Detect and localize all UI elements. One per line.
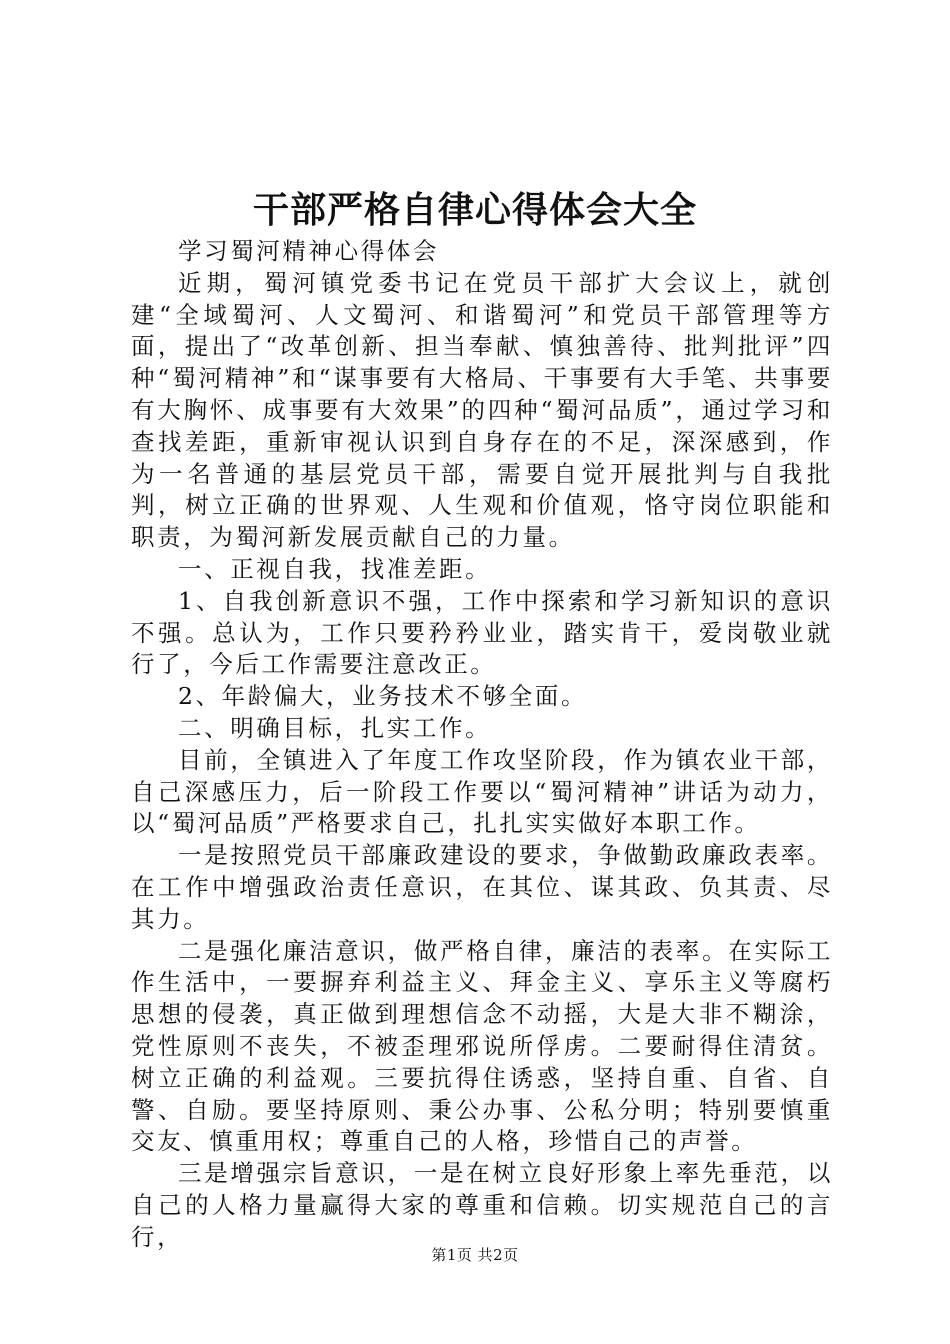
paragraph-point-1: 一是按照党员干部廉政建设的要求，争做勤政廉政表率。在工作中增强政治责任意识，在其位、谋其政、负其责、尽其力。 bbox=[131, 841, 833, 933]
page-footer: 第1页 共2页 bbox=[431, 1246, 519, 1264]
paragraph-point-3: 三是增强宗旨意识，一是在树立良好形象上率先垂范，以自己的人格力量赢得大家的尊重和信赖。切实规范自己的言行， bbox=[131, 1159, 833, 1251]
paragraph-item-2: 2、年龄偏大，业务技术不够全面。 bbox=[178, 682, 588, 711]
heading-section-1: 一、正视自我，找准差距。 bbox=[178, 554, 492, 583]
paragraph-point-2: 二是强化廉洁意识，做严格自律，廉洁的表率。在实际工作生活中，一要摒弃利益主义、拜金主义、享乐主义等腐朽思想的侵袭，真正做到理想信念不动摇，大是大非不糊涂，党性原则不丧失，不被歪理邪说所俘虏。二要耐得住清贫。树立正确的利益观。三要抗得住诱惑，坚持自重、自省、自警、自励。要坚持原则、秉公办事、公私分明；特别要慎重交友、慎重用权；尊重自己的人格，珍惜自己的声誉。 bbox=[131, 936, 833, 1156]
paragraph-subtitle: 学习蜀河精神心得体会 bbox=[178, 237, 439, 265]
paragraph-goal: 目前，全镇进入了年度工作攻坚阶段，作为镇农业干部，自己深感压力，后一阶段工作要以“蜀河精神”讲话为动力，以“蜀河品质”严格要求自己，扎扎实实做好本职工作。 bbox=[131, 745, 833, 838]
heading-section-2: 二、明确目标，扎实工作。 bbox=[178, 713, 492, 742]
document-title: 干部严格自律心得体会大全 bbox=[252, 189, 697, 231]
paragraph-item-1: 1、自我创新意识不强，工作中探索和学习新知识的意识不强。总认为，工作只要矜矜业业，踏实肯干，爱岗敬业就行了，今后工作需要注意改正。 bbox=[131, 586, 833, 679]
document-body bbox=[131, 236, 833, 1254]
paragraph-intro: 近期，蜀河镇党委书记在党员干部扩大会议上，就创建“全域蜀河、人文蜀河、和谐蜀河”和党员干部管理等方面，提出了“改革创新、担当奉献、慎独善待、批判批评”四种“蜀河精神”和“谋事要有大格局、干事要有大手笔、共事要有大胸怀、成事要有大效果”的四种“蜀河品质”，通过学习和查找差距，重新审视认识到自身存在的不足，深深感到，作为一名普通的基层党员干部，需要自觉开展批判与自我批判，树立正确的世界观、人生观和价值观，恪守岗位职能和职责，为蜀河新发展贡献自己的力量。 bbox=[131, 268, 833, 552]
